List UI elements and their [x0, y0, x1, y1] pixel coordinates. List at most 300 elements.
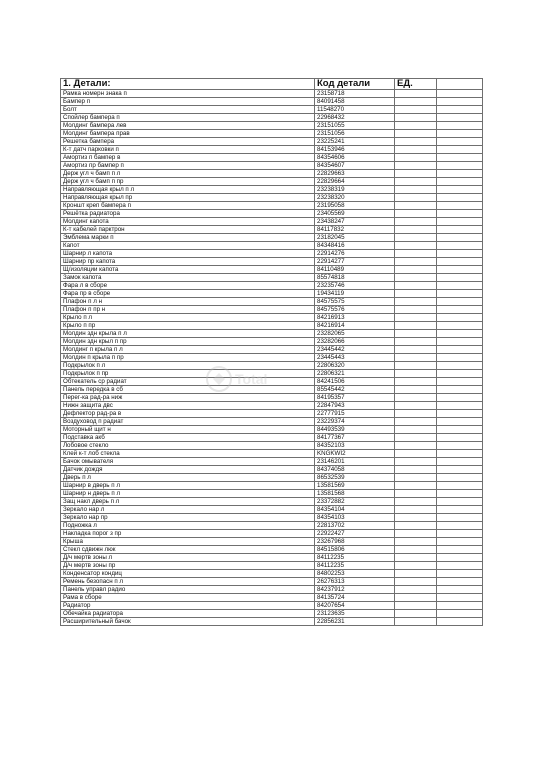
unit-cell: [395, 402, 437, 410]
part-name-cell: Ремень безопасн п л: [61, 578, 315, 586]
part-code-cell: 23151055: [315, 122, 395, 130]
extra-cell: [437, 274, 483, 282]
unit-cell: [395, 130, 437, 138]
extra-cell: [437, 370, 483, 378]
unit-cell: [395, 266, 437, 274]
part-name-cell: Решётка радиатора: [61, 210, 315, 218]
part-code-cell: 23225241: [315, 138, 395, 146]
part-code-cell: 23235746: [315, 282, 395, 290]
extra-cell: [437, 466, 483, 474]
table-row: [61, 322, 483, 330]
extra-cell: [437, 450, 483, 458]
part-code-cell: 84575575: [315, 298, 395, 306]
table-row: [61, 258, 483, 266]
part-code-cell: 23158718: [315, 90, 395, 98]
unit-cell: [395, 546, 437, 554]
header-part-code: Код детали: [315, 79, 395, 90]
part-code-cell: 84135724: [315, 594, 395, 602]
extra-cell: [437, 618, 483, 626]
extra-cell: [437, 242, 483, 250]
extra-cell: [437, 218, 483, 226]
part-name-cell: Нижн защита двс: [61, 402, 315, 410]
table-row: [61, 458, 483, 466]
part-name-cell: Эмблема марки п: [61, 234, 315, 242]
extra-cell: [437, 514, 483, 522]
watermark-text: Total: [235, 371, 268, 387]
part-code-cell: 23238319: [315, 186, 395, 194]
unit-cell: [395, 186, 437, 194]
table-row: [61, 138, 483, 146]
extra-cell: [437, 418, 483, 426]
extra-cell: [437, 482, 483, 490]
watermark-logo: [205, 364, 300, 394]
extra-cell: [437, 258, 483, 266]
part-name-cell: Молдин здн крыл п пр: [61, 338, 315, 346]
table-row: [61, 218, 483, 226]
extra-cell: [437, 490, 483, 498]
extra-cell: [437, 330, 483, 338]
part-name-cell: Капот: [61, 242, 315, 250]
table-row: [61, 290, 483, 298]
part-name-cell: Держ угл ч бамп п пр: [61, 178, 315, 186]
extra-cell: [437, 498, 483, 506]
unit-cell: [395, 242, 437, 250]
extra-cell: [437, 530, 483, 538]
unit-cell: [395, 154, 437, 162]
unit-cell: [395, 218, 437, 226]
part-code-cell: 23445442: [315, 346, 395, 354]
table-row: [61, 530, 483, 538]
table-row: [61, 466, 483, 474]
unit-cell: [395, 490, 437, 498]
table-row: [61, 426, 483, 434]
part-name-cell: Кроншт креп бампера п: [61, 202, 315, 210]
part-code-cell: 23195058: [315, 202, 395, 210]
part-name-cell: Зеркало нар л: [61, 506, 315, 514]
extra-cell: [437, 194, 483, 202]
unit-cell: [395, 274, 437, 282]
part-code-cell: 84110489: [315, 266, 395, 274]
extra-cell: [437, 354, 483, 362]
part-code-cell: 23445443: [315, 354, 395, 362]
extra-cell: [437, 202, 483, 210]
unit-cell: [395, 578, 437, 586]
part-name-cell: Шарнир н дверь п л: [61, 490, 315, 498]
part-code-cell: 23146201: [315, 458, 395, 466]
unit-cell: [395, 138, 437, 146]
part-name-cell: Молдинг бампера прав: [61, 130, 315, 138]
table-row: [61, 522, 483, 530]
table-row: [61, 450, 483, 458]
part-name-cell: Молдин п крыла п пр: [61, 354, 315, 362]
part-name-cell: Бачок омывателя: [61, 458, 315, 466]
unit-cell: [395, 330, 437, 338]
unit-cell: [395, 194, 437, 202]
part-code-cell: 84177367: [315, 434, 395, 442]
table-row: [61, 202, 483, 210]
table-row: [61, 410, 483, 418]
extra-cell: [437, 362, 483, 370]
part-name-cell: Датчик дождя: [61, 466, 315, 474]
part-name-cell: Молдинг п крыла п л: [61, 346, 315, 354]
part-code-cell: 22914277: [315, 258, 395, 266]
table-row: [61, 90, 483, 98]
extra-cell: [437, 442, 483, 450]
unit-cell: [395, 362, 437, 370]
extra-cell: [437, 266, 483, 274]
part-name-cell: Фара пр в сборе: [61, 290, 315, 298]
table-row: [61, 514, 483, 522]
table-row: [61, 146, 483, 154]
unit-cell: [395, 434, 437, 442]
part-name-cell: Воздуховод п радиат: [61, 418, 315, 426]
part-name-cell: Молдинг капота: [61, 218, 315, 226]
part-code-cell: 84802253: [315, 570, 395, 578]
extra-cell: [437, 394, 483, 402]
part-code-cell: 84354104: [315, 506, 395, 514]
table-row: [61, 154, 483, 162]
extra-cell: [437, 178, 483, 186]
part-code-cell: 23182045: [315, 234, 395, 242]
extra-cell: [437, 402, 483, 410]
part-code-cell: 84493539: [315, 426, 395, 434]
unit-cell: [395, 554, 437, 562]
part-code-cell: 22806320: [315, 362, 395, 370]
extra-cell: [437, 570, 483, 578]
unit-cell: [395, 530, 437, 538]
unit-cell: [395, 410, 437, 418]
header-extra: [437, 79, 483, 90]
extra-cell: [437, 234, 483, 242]
part-code-cell: 23123635: [315, 610, 395, 618]
unit-cell: [395, 282, 437, 290]
part-code-cell: 23151056: [315, 130, 395, 138]
part-code-cell: KNGKWI2: [315, 450, 395, 458]
part-name-cell: Стекл сдвижн люк: [61, 546, 315, 554]
table-row: [61, 274, 483, 282]
table-row: [61, 346, 483, 354]
table-row: [61, 122, 483, 130]
part-code-cell: 23267968: [315, 538, 395, 546]
part-code-cell: 84216914: [315, 322, 395, 330]
part-name-cell: Фара л в сборе: [61, 282, 315, 290]
table-row: [61, 130, 483, 138]
part-name-cell: Конденсатор кондиц: [61, 570, 315, 578]
unit-cell: [395, 618, 437, 626]
part-code-cell: 22777915: [315, 410, 395, 418]
part-code-cell: 84575576: [315, 306, 395, 314]
part-name-cell: Рамка номерн знака п: [61, 90, 315, 98]
part-name-cell: Плафон п л н: [61, 298, 315, 306]
part-code-cell: 84354103: [315, 514, 395, 522]
table-row: [61, 570, 483, 578]
table-row: [61, 418, 483, 426]
part-code-cell: 23238320: [315, 194, 395, 202]
table-row: [61, 354, 483, 362]
part-name-cell: Молдинг бампера лев: [61, 122, 315, 130]
extra-cell: [437, 410, 483, 418]
table-row: [61, 234, 483, 242]
part-name-cell: Крыло п пр: [61, 322, 315, 330]
part-code-cell: 84354607: [315, 162, 395, 170]
table-row: [61, 266, 483, 274]
part-code-cell: 22813702: [315, 522, 395, 530]
table-row: [61, 186, 483, 194]
extra-cell: [437, 474, 483, 482]
table-row: [61, 538, 483, 546]
part-code-cell: 86532539: [315, 474, 395, 482]
extra-cell: [437, 586, 483, 594]
extra-cell: [437, 314, 483, 322]
part-name-cell: Лобовое стекло: [61, 442, 315, 450]
part-code-cell: 84515806: [315, 546, 395, 554]
extra-cell: [437, 290, 483, 298]
unit-cell: [395, 298, 437, 306]
part-code-cell: 23229374: [315, 418, 395, 426]
table-row: [61, 178, 483, 186]
part-name-cell: Подкрылок п л: [61, 362, 315, 370]
part-code-cell: 22847943: [315, 402, 395, 410]
extra-cell: [437, 282, 483, 290]
unit-cell: [395, 122, 437, 130]
unit-cell: [395, 98, 437, 106]
extra-cell: [437, 90, 483, 98]
part-name-cell: Рама в сборе: [61, 594, 315, 602]
table-row: [61, 594, 483, 602]
unit-cell: [395, 106, 437, 114]
part-code-cell: 22914276: [315, 250, 395, 258]
unit-cell: [395, 538, 437, 546]
part-code-cell: 22829664: [315, 178, 395, 186]
extra-cell: [437, 338, 483, 346]
part-code-cell: 26276313: [315, 578, 395, 586]
table-row: [61, 402, 483, 410]
part-name-cell: Держ угл ч бамп п л: [61, 170, 315, 178]
part-code-cell: 84241506: [315, 378, 395, 386]
extra-cell: [437, 386, 483, 394]
table-row: [61, 338, 483, 346]
extra-cell: [437, 378, 483, 386]
part-name-cell: Амортиз пр бампер п: [61, 162, 315, 170]
table-row: [61, 546, 483, 554]
extra-cell: [437, 226, 483, 234]
unit-cell: [395, 610, 437, 618]
part-code-cell: 22856231: [315, 618, 395, 626]
table-row: [61, 610, 483, 618]
part-name-cell: Шарнир л капота: [61, 250, 315, 258]
extra-cell: [437, 298, 483, 306]
part-code-cell: 23372882: [315, 498, 395, 506]
part-code-cell: 85574818: [315, 274, 395, 282]
unit-cell: [395, 234, 437, 242]
part-name-cell: Подкрылок п пр: [61, 370, 315, 378]
table-row: [61, 618, 483, 626]
table-row: [61, 282, 483, 290]
part-name-cell: Моторный щит н: [61, 426, 315, 434]
table-row: [61, 490, 483, 498]
part-code-cell: 84091458: [315, 98, 395, 106]
unit-cell: [395, 338, 437, 346]
part-name-cell: Направляющая крыл п л: [61, 186, 315, 194]
unit-cell: [395, 514, 437, 522]
part-name-cell: Дефлектор рад-ра в: [61, 410, 315, 418]
part-code-cell: 13581569: [315, 482, 395, 490]
extra-cell: [437, 210, 483, 218]
extra-cell: [437, 562, 483, 570]
unit-cell: [395, 346, 437, 354]
table-row: [61, 306, 483, 314]
part-name-cell: Шарнир пр капота: [61, 258, 315, 266]
header-unit: ЕД.: [395, 79, 437, 90]
part-code-cell: 13581568: [315, 490, 395, 498]
unit-cell: [395, 450, 437, 458]
table-row: [61, 98, 483, 106]
part-code-cell: 84153946: [315, 146, 395, 154]
table-row: [61, 330, 483, 338]
unit-cell: [395, 306, 437, 314]
unit-cell: [395, 466, 437, 474]
part-code-cell: 22922427: [315, 530, 395, 538]
table-row: [61, 226, 483, 234]
part-name-cell: Перег-ка рад-ра ниж: [61, 394, 315, 402]
extra-cell: [437, 538, 483, 546]
unit-cell: [395, 146, 437, 154]
unit-cell: [395, 226, 437, 234]
part-name-cell: Накладка порог з пр: [61, 530, 315, 538]
unit-cell: [395, 522, 437, 530]
table-row: [61, 602, 483, 610]
part-code-cell: 22806321: [315, 370, 395, 378]
part-code-cell: 84112235: [315, 554, 395, 562]
part-name-cell: Д/ч мертв зоны л: [61, 554, 315, 562]
extra-cell: [437, 106, 483, 114]
extra-cell: [437, 506, 483, 514]
extra-cell: [437, 434, 483, 442]
extra-cell: [437, 426, 483, 434]
unit-cell: [395, 170, 437, 178]
extra-cell: [437, 610, 483, 618]
table-row: [61, 394, 483, 402]
part-name-cell: Щ/изоляции капота: [61, 266, 315, 274]
unit-cell: [395, 394, 437, 402]
extra-cell: [437, 594, 483, 602]
table-row: [61, 562, 483, 570]
part-name-cell: К-т датч парковки п: [61, 146, 315, 154]
extra-cell: [437, 98, 483, 106]
unit-cell: [395, 474, 437, 482]
extra-cell: [437, 322, 483, 330]
unit-cell: [395, 386, 437, 394]
part-code-cell: 84112235: [315, 562, 395, 570]
part-code-cell: 11548270: [315, 106, 395, 114]
part-code-cell: 85545442: [315, 386, 395, 394]
part-name-cell: Радиатор: [61, 602, 315, 610]
part-name-cell: Плафон п пр н: [61, 306, 315, 314]
part-name-cell: Защ накл дверь п л: [61, 498, 315, 506]
unit-cell: [395, 570, 437, 578]
table-row: [61, 298, 483, 306]
unit-cell: [395, 250, 437, 258]
table-row: [61, 434, 483, 442]
part-code-cell: 84348416: [315, 242, 395, 250]
part-code-cell: 23438247: [315, 218, 395, 226]
unit-cell: [395, 562, 437, 570]
extra-cell: [437, 170, 483, 178]
part-code-cell: 84207654: [315, 602, 395, 610]
unit-cell: [395, 258, 437, 266]
unit-cell: [395, 378, 437, 386]
extra-cell: [437, 578, 483, 586]
extra-cell: [437, 250, 483, 258]
table-row: [61, 250, 483, 258]
part-name-cell: Решетка бампера: [61, 138, 315, 146]
extra-cell: [437, 554, 483, 562]
unit-cell: [395, 314, 437, 322]
unit-cell: [395, 498, 437, 506]
part-name-cell: Замок капота: [61, 274, 315, 282]
unit-cell: [395, 426, 437, 434]
table-row: [61, 210, 483, 218]
part-code-cell: 84237912: [315, 586, 395, 594]
part-name-cell: Дверь п л: [61, 474, 315, 482]
table-row: [61, 242, 483, 250]
unit-cell: [395, 162, 437, 170]
unit-cell: [395, 482, 437, 490]
part-code-cell: 23282065: [315, 330, 395, 338]
part-name-cell: Спойлер бампера п: [61, 114, 315, 122]
table-row: [61, 194, 483, 202]
unit-cell: [395, 210, 437, 218]
parts-table: [60, 78, 483, 626]
table-body: [61, 90, 483, 626]
extra-cell: [437, 346, 483, 354]
extra-cell: [437, 114, 483, 122]
extra-cell: [437, 186, 483, 194]
unit-cell: [395, 370, 437, 378]
part-name-cell: Подножка л: [61, 522, 315, 530]
part-code-cell: 84374058: [315, 466, 395, 474]
part-name-cell: Бампер п: [61, 98, 315, 106]
part-name-cell: Крыша: [61, 538, 315, 546]
table-row: [61, 554, 483, 562]
unit-cell: [395, 202, 437, 210]
part-name-cell: Расширительный бачок: [61, 618, 315, 626]
part-code-cell: 84352103: [315, 442, 395, 450]
part-name-cell: Шарнир в дверь п л: [61, 482, 315, 490]
extra-cell: [437, 122, 483, 130]
table-row: [61, 578, 483, 586]
unit-cell: [395, 354, 437, 362]
part-code-cell: 84195357: [315, 394, 395, 402]
unit-cell: [395, 418, 437, 426]
unit-cell: [395, 114, 437, 122]
table-header: [61, 79, 483, 90]
table-row: [61, 474, 483, 482]
part-name-cell: Направляющая крыл пр: [61, 194, 315, 202]
unit-cell: [395, 90, 437, 98]
unit-cell: [395, 290, 437, 298]
extra-cell: [437, 522, 483, 530]
part-name-cell: Д/ч мертв зоны пр: [61, 562, 315, 570]
part-name-cell: Амортиз п бампер в: [61, 154, 315, 162]
part-code-cell: 84354606: [315, 154, 395, 162]
unit-cell: [395, 586, 437, 594]
part-code-cell: 23282066: [315, 338, 395, 346]
part-code-cell: 84117832: [315, 226, 395, 234]
part-name-cell: Болт: [61, 106, 315, 114]
header-parts: 1. Детали:: [61, 79, 315, 90]
unit-cell: [395, 322, 437, 330]
